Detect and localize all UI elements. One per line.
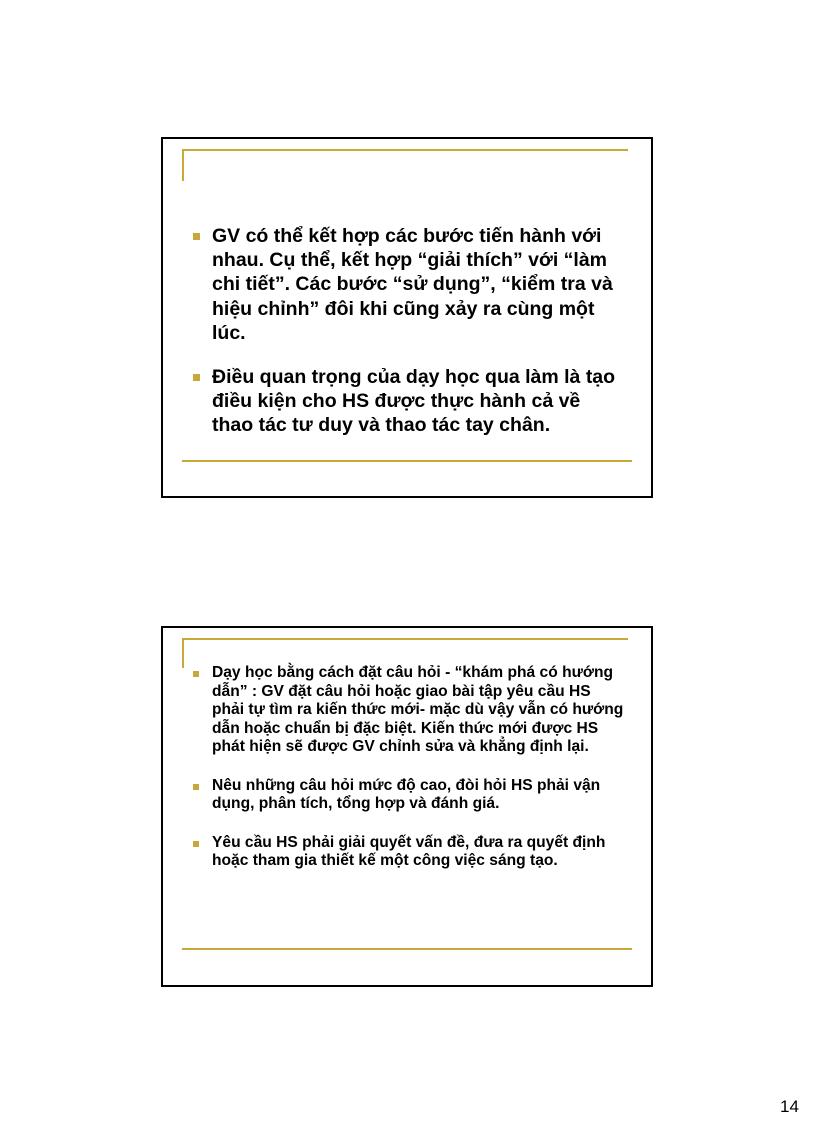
bullet-item bbox=[193, 777, 625, 814]
slide-left-rule bbox=[182, 149, 184, 181]
square-bullet-icon bbox=[193, 784, 199, 790]
bullet-item bbox=[193, 224, 625, 345]
bullet-text: GV có thể kết hợp các bước tiến hành với nhau. Cụ thể, kết hợp “giải thích” với “làm chi tiết”. Các bước “sử dụng”, “kiểm tra và hiệu chỉnh” đôi khi cũng xảy ra cùng một lúc. bbox=[212, 225, 613, 344]
bullet-item bbox=[193, 365, 625, 438]
bullet-text: Điều quan trọng của dạy học qua làm là tạo điều kiện cho HS được thực hành cả về thao tác tư duy và thao tác tay chân. bbox=[212, 366, 616, 437]
square-bullet-icon bbox=[193, 841, 199, 847]
square-bullet-icon bbox=[193, 374, 200, 381]
bullet-text: Dạy học bằng cách đặt câu hỏi - “khám phá có hướng dẫn” : GV đặt câu hỏi hoặc giao bài tập yêu cầu HS phải tự tìm ra kiến thức mới- mặc dù vậy vẫn có hướng dẫn hoặc chuẩn bị đặc biệt. Kiến thức mới được HS phát hiện sẽ được GV chỉnh sửa và khẳng định lại. bbox=[212, 664, 624, 755]
square-bullet-icon bbox=[193, 233, 200, 240]
slide-bottom-rule bbox=[182, 948, 632, 950]
slide-2 bbox=[161, 626, 653, 987]
page-number: 14 bbox=[780, 1097, 799, 1116]
slide-left-rule bbox=[182, 638, 184, 668]
slide-bottom-rule bbox=[182, 460, 632, 462]
square-bullet-icon bbox=[193, 671, 199, 677]
bullet-text: Nêu những câu hỏi mức độ cao, đòi hỏi HS phải vận dụng, phân tích, tổng hợp và đánh giá. bbox=[212, 776, 601, 812]
bullet-item bbox=[193, 834, 625, 871]
slide-top-rule bbox=[182, 149, 628, 151]
bullet-item bbox=[193, 664, 625, 757]
slide-1 bbox=[161, 137, 653, 498]
slide-top-rule bbox=[182, 638, 628, 640]
bullet-list bbox=[193, 664, 625, 891]
bullet-text: Yêu cầu HS phải giải quyết vấn đề, đưa ra quyết định hoặc tham gia thiết kế một công việc sáng tạo. bbox=[212, 833, 606, 869]
bullet-list bbox=[193, 224, 625, 458]
